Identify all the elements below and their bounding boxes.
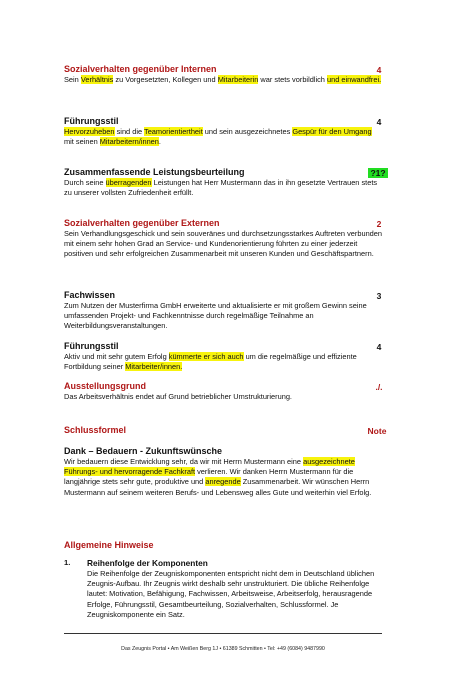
section-termination-reason: [64, 381, 382, 402]
section-leadership: [64, 116, 382, 147]
grade-value: 4: [376, 342, 382, 352]
text-fragment: verlieren. Wir danken Herrn Mustermann für die langjährige stets sehr gute, produktive und: [64, 467, 354, 487]
highlighted-phrase: Verhältnis: [80, 75, 114, 84]
section-title: Sozialverhalten gegenüber Internen: [64, 64, 217, 74]
section-summary-assessment: [64, 167, 382, 198]
section-title: Dank – Bedauern - Zukunftswünsche: [64, 446, 223, 456]
grade-value: 3: [376, 291, 382, 301]
highlighted-phrase: Mitarbeiterin: [217, 75, 259, 84]
text-fragment: Sein: [64, 75, 81, 84]
text-fragment: Aktiv und mit sehr gutem Erfolg: [64, 352, 169, 361]
text-fragment: .: [158, 137, 161, 147]
text-fragment: Wir bedauern diese Entwicklung sehr, da wir mit Herrn Mustermann eine: [64, 457, 304, 466]
section-title: Führungsstil: [64, 116, 119, 126]
text-fragment: Zusammenarbeit. Wir wünschen Herrn Mustermann auf seinem weiteren Berufs- und Lebensweg alles Gute und weiterhin viel Erfolg.: [64, 477, 372, 497]
grade-value: 4: [376, 65, 382, 75]
highlighted-phrase: Gespür für den Umgang: [292, 127, 372, 136]
highlighted-phrase: ausgezeichnete Führungs- und hervorragende Fachkraft: [64, 457, 355, 477]
highlighted-phrase: Mitarbeiter/innen.: [125, 362, 183, 372]
text-fragment: zu Vorgesetzten, Kollegen und: [113, 75, 218, 84]
section-text: Sein Verhandlungsgeschick und sein souveränes und durchsetzungsstarkes Auftreten verbunden mit einem sehr hohen Grad an Service- und Kundenorientierung führten zu einer jederzeit positiven und sehr erfolgreichen Zusammenarbeit mit unseren Kunden und Geschäftspartnern.: [64, 229, 383, 259]
section-thanks-regret-wishes: [64, 446, 382, 498]
section-expertise: [64, 290, 382, 332]
text-fragment: und sein ausgezeichnetes: [202, 127, 293, 136]
grade-badge: ?1?: [370, 168, 386, 178]
note-number: 1.: [64, 558, 71, 567]
text-fragment: um die regelmäßige und effiziente Fortbildung seiner: [64, 352, 357, 372]
section-text: [64, 178, 382, 198]
grade-value: [366, 168, 390, 178]
section-title: Fachwissen: [64, 290, 116, 300]
section-text: Zum Nutzen der Musterfirma GmbH erweiterte und aktualisierte er mit großem Gewinn seine umfassenden Projekt- und Fachkenntnisse durch regelmäßige Teilnahme an Weiterbildungsveranstaltungen.: [64, 301, 367, 331]
footer-contact: Das Zeugnis Portal • Am Weißen Berg 1J • 61389 Schmitten • Tel: +49 (6084) 9487990: [121, 646, 325, 652]
footer-divider: [64, 633, 382, 634]
text-fragment: sind die: [114, 127, 144, 136]
section-title: Zusammenfassende Leistungsbeurteilung: [64, 167, 245, 177]
text-fragment: Durch seine: [64, 178, 106, 187]
section-general-notes: [64, 540, 382, 551]
grade-value: 4: [376, 117, 382, 127]
highlighted-phrase: anregende: [205, 477, 241, 487]
text-fragment: mit seinen: [64, 137, 100, 147]
highlighted-phrase: Hervorzuheben: [64, 127, 115, 136]
highlighted-phrase: Mitarbeitern/innen: [99, 137, 159, 147]
section-text: [64, 352, 382, 372]
section-text: Das Arbeitsverhältnis endet auf Grund betrieblicher Umstrukturierung.: [64, 392, 292, 401]
grade-value: 2: [376, 219, 382, 229]
section-text: [64, 457, 382, 498]
section-social-internal: [64, 64, 382, 85]
section-title: Führungsstil: [64, 341, 119, 351]
section-title: Ausstellungsgrund: [64, 381, 147, 391]
section-title: Schlussformel: [64, 425, 127, 435]
grade-header: Note: [367, 426, 387, 436]
section-text: [64, 75, 382, 85]
text-fragment: Leistungen hat Herr Mustermann das in ihn gesetzte Vertrauen stets zu unserer vollsten Zufriedenheit erfüllt.: [64, 178, 378, 198]
highlighted-phrase: Teamorientiertheit: [144, 127, 203, 136]
section-title: Sozialverhalten gegenüber Externen: [64, 218, 220, 228]
section-closing-formula: [64, 425, 382, 436]
highlighted-phrase: kümmerte er sich auch: [168, 352, 244, 361]
text-fragment: war stets vorbildlich: [258, 75, 327, 84]
section-text: [64, 127, 382, 147]
highlighted-phrase: überragenden: [105, 178, 152, 187]
section-title: Allgemeine Hinweise: [64, 540, 154, 550]
note-text: Die Reihenfolge der Zeugniskomponenten entspricht nicht dem in Deutschland üblichen Zeugnis-Aufbau. Ihr Zeugnis wirkt deshalb sehr unstrukturiert. Die übliche Reihenfolge lautet: Motivation, Befähigung, Fachwissen, Arbeitsweise, Arbeitserfolg, herausragende Erfolge, Führungsstil, Gesamtbeurteilung, Sozialverhalten, Schlussformel. Je Zeugniskomponente ein Satz.: [87, 569, 375, 619]
note-item: [87, 558, 387, 620]
section-leadership-2: [64, 341, 382, 372]
grade-value: ./.: [375, 382, 383, 392]
section-social-external: [64, 218, 382, 260]
highlighted-phrase: und einwandfrei.: [326, 75, 382, 84]
note-title: Reihenfolge der Komponenten: [87, 558, 208, 568]
